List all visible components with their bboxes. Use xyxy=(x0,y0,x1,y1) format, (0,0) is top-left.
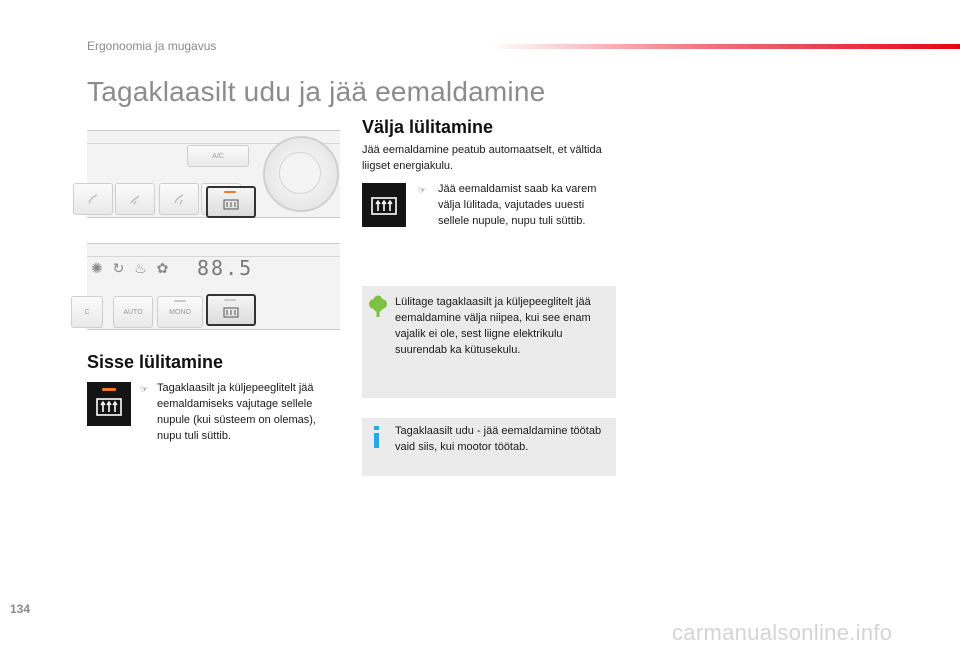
watermark: carmanualsonline.info xyxy=(672,620,893,645)
switch-on-heading: Sisse lülitamine xyxy=(87,352,224,372)
eco-note-text: Lülitage tagaklaasilt ja küljepeeglitelt jää eemaldamine välja niipea, kui see enam vajalik ei ole, sest liigne elektrikulu suurendab ka kütusekulu. xyxy=(395,296,591,356)
switch-on-text: Tagaklaasilt ja küljepeeglitelt jää eemaldamiseks vajutage sellele nupule (kui süsteem on olemas), nupu tuli süttib. xyxy=(157,382,316,442)
air-flow-body-icon xyxy=(128,192,142,206)
left-edge-label: C xyxy=(84,308,90,316)
bullet-arrow-icon: ☞ xyxy=(418,185,427,195)
info-note-text: Tagaklaasilt udu - jää eemaldamine töötab vaid siis, kui mootor töötab. xyxy=(395,425,602,453)
page-number: 134 xyxy=(10,602,31,616)
feet-vent-button xyxy=(73,183,113,215)
eco-note-box xyxy=(362,286,616,398)
switch-off-intro: Jää eemaldamine peatub automaatselt, et vältida liigset energiakulu. xyxy=(362,144,602,172)
rear-defrost-button-highlighted xyxy=(206,186,256,218)
auto-label: AUTO xyxy=(123,308,143,316)
header-accent-bar xyxy=(490,44,960,49)
air-flow-feet-icon xyxy=(86,192,100,206)
led-indicator-on xyxy=(224,191,236,193)
ac-button xyxy=(187,145,249,167)
temperature-display: 88.5 xyxy=(197,256,254,280)
face-vent-button xyxy=(159,183,199,215)
control-panel-top-illustration xyxy=(87,130,340,218)
section-label: Ergonoomia ja mugavus xyxy=(87,39,217,53)
bullet-arrow-icon: ☞ xyxy=(140,384,149,394)
rear-defrost-small-icon xyxy=(222,198,240,212)
control-panel-bottom-illustration xyxy=(84,243,340,330)
ac-label: A/C xyxy=(212,152,224,160)
auto-button xyxy=(113,296,153,328)
rear-defrost-icon xyxy=(87,382,131,426)
display-icon-row: ✺ ↻ ♨ ✿ xyxy=(91,260,172,276)
rear-defrost-small-icon xyxy=(222,306,240,320)
body-vent-button xyxy=(115,183,155,215)
air-flow-face-icon xyxy=(172,192,186,206)
led-indicator-off xyxy=(224,299,236,301)
page-title: Tagaklaasilt udu ja jää eemaldamine xyxy=(87,76,546,107)
mono-button xyxy=(157,296,203,328)
rear-defrost-button-highlighted xyxy=(206,294,256,326)
left-edge-button xyxy=(71,296,103,328)
switch-off-heading: Välja lülitamine xyxy=(362,117,494,137)
eco-tree-icon xyxy=(368,296,388,318)
rear-defrost-icon xyxy=(362,183,406,227)
info-note-box xyxy=(362,418,616,476)
temperature-knob xyxy=(263,136,339,212)
led-indicator-off xyxy=(174,300,186,302)
info-icon xyxy=(371,426,383,448)
switch-off-text: Jää eemaldamist saab ka varem välja lülitada, vajutades uuesti sellele nupule, nupu tuli süttib. xyxy=(438,183,597,227)
mono-label: MONO xyxy=(169,308,191,316)
